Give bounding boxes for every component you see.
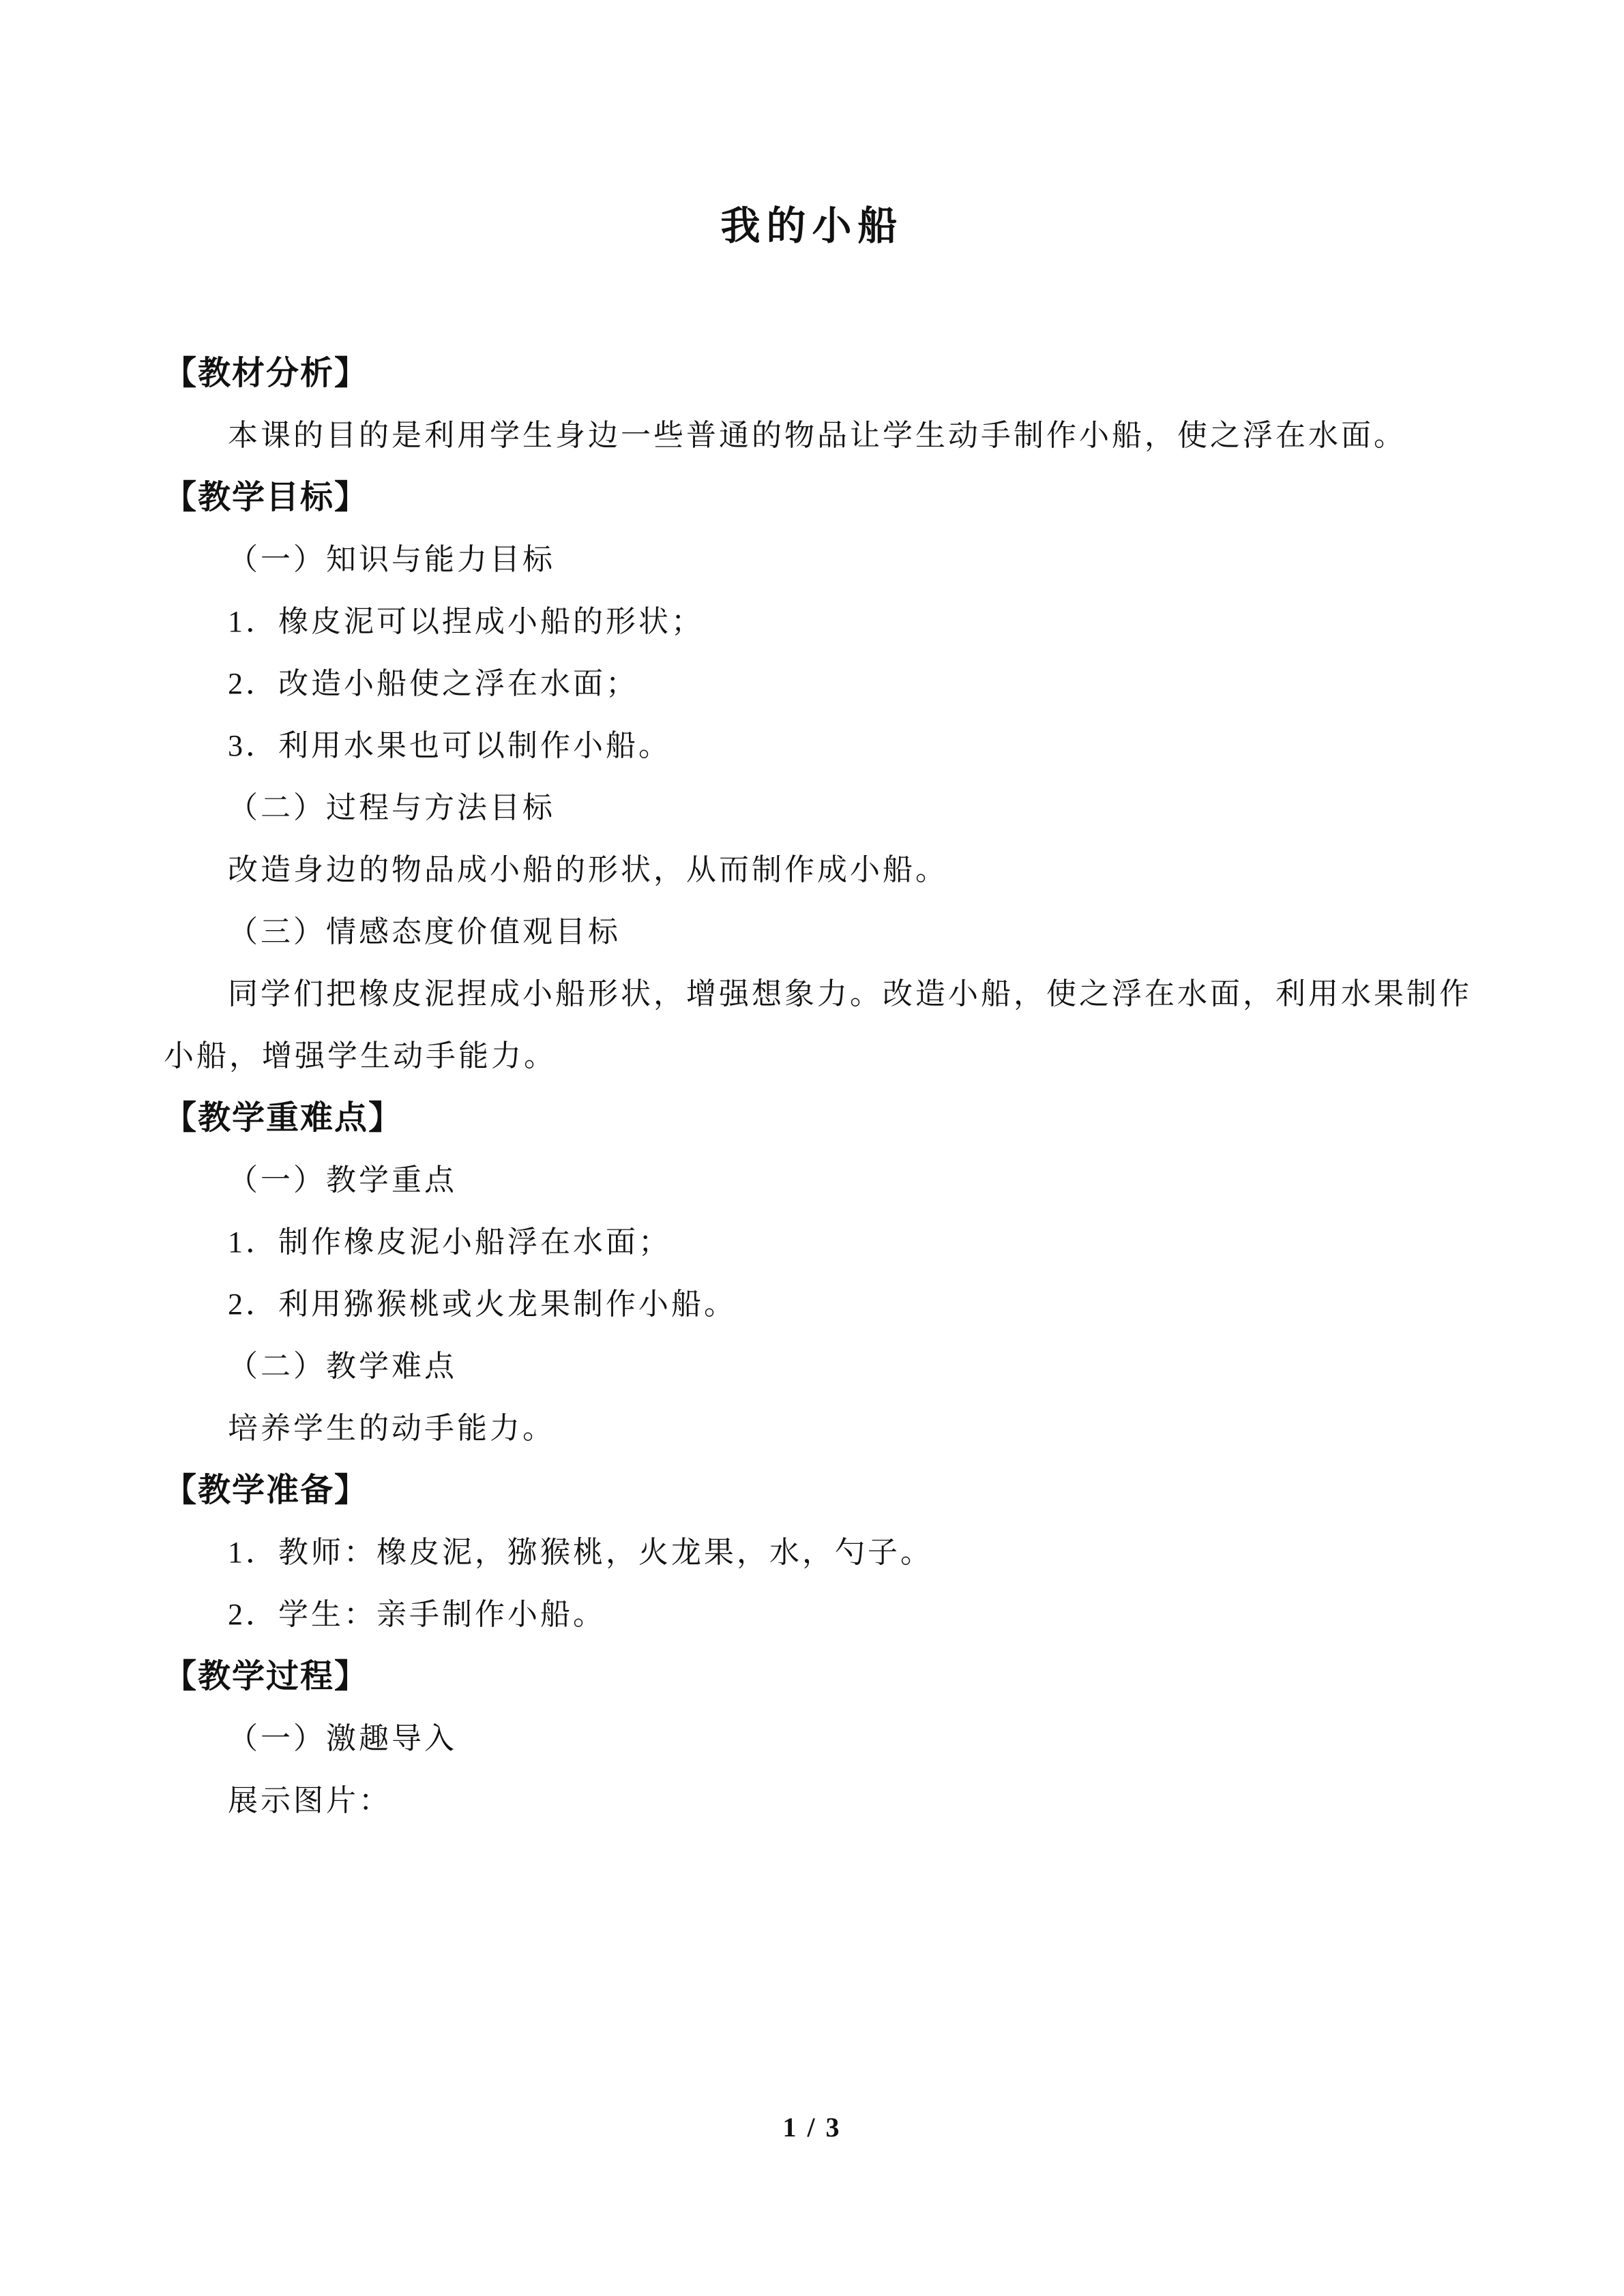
document-line: 【教学过程】 [164,1658,369,1695]
document-line: 【教学重难点】 [164,1100,403,1136]
document-line: 3．利用水果也可以制作小船。 [228,728,671,762]
document-line: 2．学生：亲手制作小船。 [228,1597,606,1631]
document-line: （三）情感态度价值观目标 [228,914,621,949]
document-line: 【教学目标】 [164,479,369,516]
document-line: 1．制作橡皮泥小船浮在水面； [228,1225,671,1259]
document-line: 小船，增强学生动手能力。 [164,1039,557,1073]
document-line: 1．橡皮泥可以捏成小船的形状； [228,604,704,638]
document-title: 我的小船 [720,204,904,248]
document-line: （一）知识与能力目标 [228,542,555,576]
document-line: 1．教师：橡皮泥，猕猴桃，火龙果，水，勺子。 [228,1535,933,1569]
document-line: 同学们把橡皮泥捏成小船形状，增强想象力。改造小船，使之浮在水面，利用水果制作 [228,976,1472,1011]
document-line: 2．利用猕猴桃或火龙果制作小船。 [228,1287,737,1321]
document-line: （一）教学重点 [228,1163,457,1197]
page-number: 1 / 3 [782,2112,842,2143]
document-line: （一）激趣导入 [228,1721,457,1755]
document-line: 展示图片： [228,1783,392,1817]
document-line: 【教材分析】 [164,355,369,391]
document-line: 【教学准备】 [164,1472,369,1508]
document-line: （二）教学难点 [228,1349,457,1383]
document-line: 本课的目的是利用学生身边一些普通的物品让学生动手制作小船，使之浮在水面。 [228,418,1406,452]
document-line: 培养学生的动手能力。 [228,1411,555,1445]
document-line: 2．改造小船使之浮在水面； [228,666,638,700]
document-line: （二）过程与方法目标 [228,790,555,824]
document-body [164,339,1470,1828]
document-line: 改造身边的物品成小船的形状，从而制作成小船。 [228,852,948,886]
